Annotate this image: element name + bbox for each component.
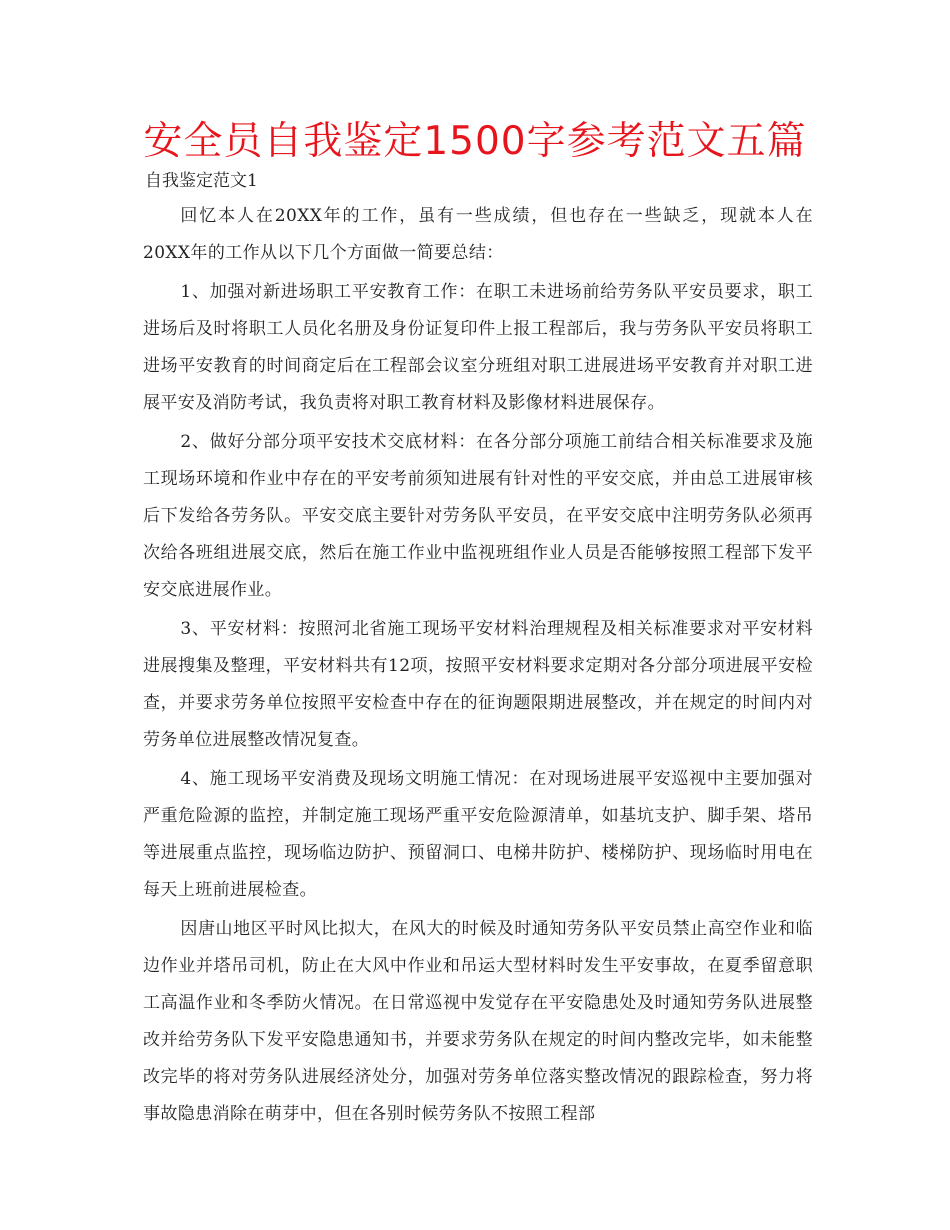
paragraph-item-2: 2、做好分部分项平安技术交底材料：在各分部分项施工前结合相关标准要求及施工现场环境和作业中存在的平安考前须知进展有针对性的平安交底，并由总工进展审核后下发给各劳务队。平安交底主要针对劳务队平安员，在平安交底中注明劳务队必须再次给各班组进展交底，然后在施工作业中监视班组作业人员是否能够按照工程部下发平安交底进展作业。	[143, 432, 813, 600]
paragraph-item-4: 4、施工现场平安消费及现场文明施工情况：在对现场进展平安巡视中主要加强对严重危险源的监控，并制定施工现场严重平安危险源清单，如基坑支护、脚手架、塔吊等进展重点监控，现场临边防护、预留洞口、电梯井防护、楼梯防护、现场临时用电在每天上班前进展检查。	[143, 769, 813, 900]
document-body	[143, 198, 813, 1135]
paragraph-item-3: 3、平安材料：按照河北省施工现场平安材料治理规程及相关标准要求对平安材料进展搜集及整理，平安材料共有12项，按照平安材料要求定期对各分部分项进展平安检查，并要求劳务单位按照平安检查中存在的征询题限期进展整改，并在规定的时间内对劳务单位进展整改情况复查。	[143, 619, 813, 750]
document-title: 安全员自我鉴定1500字参考范文五篇	[143, 119, 807, 164]
paragraph-intro: 回忆本人在20XX年的工作，虽有一些成绩，但也存在一些缺乏，现就本人在20XX年的工作从以下几个方面做一简要总结：	[143, 206, 813, 263]
section-heading: 自我鉴定范文1	[145, 171, 258, 191]
paragraph-weather-safety: 因唐山地区平时风比拟大，在风大的时候及时通知劳务队平安员禁止高空作业和临边作业并塔吊司机，防止在大风中作业和吊运大型材料时发生平安事故，在夏季留意职工高温作业和冬季防火情况。在日常巡视中发觉存在平安隐患处及时通知劳务队进展整改并给劳务队下发平安隐患通知书，并要求劳务队在规定的时间内整改完毕，如未能整改完毕的将对劳务队进展经济处分，加强对劳务单位落实整改情况的跟踪检查，努力将事故隐患消除在萌芽中，但在各别时候劳务队不按照工程部	[143, 919, 813, 1124]
paragraph-item-1: 1、加强对新进场职工平安教育工作：在职工未进场前给劳务队平安员要求，职工进场后及时将职工人员化名册及身份证复印件上报工程部后，我与劳务队平安员将职工进场平安教育的时间商定后在工程部会议室分班组对职工进展进场平安教育并对职工进展平安及消防考试，我负责将对职工教育材料及影像材料进展保存。	[143, 282, 813, 413]
